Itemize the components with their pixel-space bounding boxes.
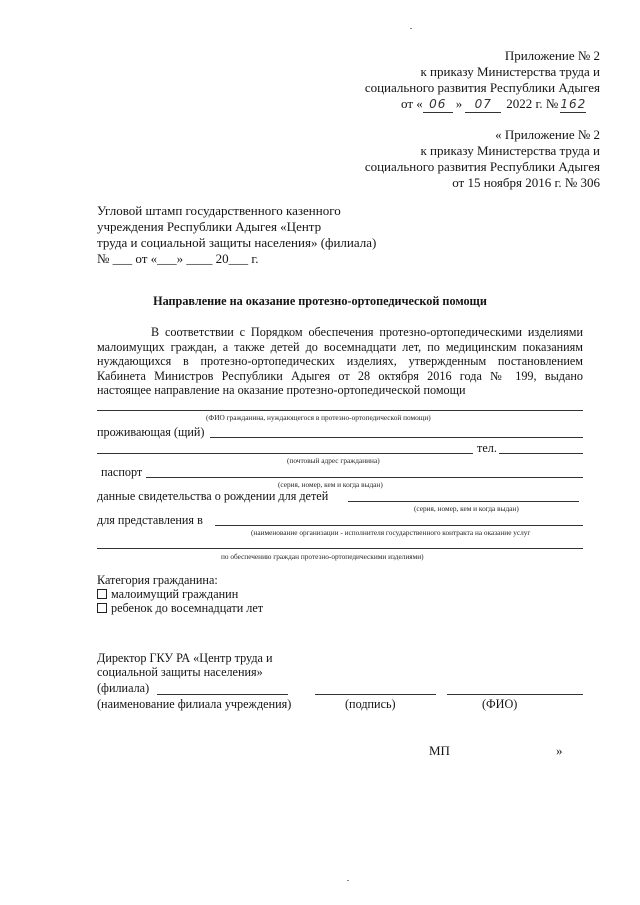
birth-cert-label: данные свидетельства о рождении для детей xyxy=(97,489,329,503)
fio-caption: (ФИО) xyxy=(482,697,518,711)
org-input-line[interactable] xyxy=(97,548,583,549)
address-input-line[interactable] xyxy=(97,453,473,454)
appendix-top-date-row xyxy=(401,96,586,113)
submit-label: для представления в xyxy=(97,513,203,527)
submit-input-line[interactable] xyxy=(215,525,583,526)
date-month-field xyxy=(465,96,501,113)
appendix-second-line3: социального развития Республики Адыгея xyxy=(364,159,600,174)
date-day-handwritten: 06 xyxy=(429,97,447,111)
body-line: малоимущих граждан, а также детей до восемнадцати лет, по медицинским показаниям xyxy=(97,339,583,354)
stamp-line3: труда и социальной защиты населения» (филиала) xyxy=(97,235,377,250)
appendix-second-line1: « Приложение № 2 xyxy=(495,127,600,142)
tel-label: тел. xyxy=(477,441,497,455)
date-mid: » xyxy=(455,96,463,111)
passport-label: паспорт xyxy=(101,465,143,479)
sign-input-line[interactable] xyxy=(315,694,436,695)
sign-caption: (подпись) xyxy=(345,697,396,711)
date-year: 2022 г. № xyxy=(506,96,559,111)
branch-input-line[interactable] xyxy=(157,694,288,695)
body-line: В соответствии с Порядком обеспечения протезно-ортопедическими изделиями xyxy=(151,325,583,339)
org-hint-line2: по обеспечению граждан протезно-ортопедическими изделиями) xyxy=(221,552,424,561)
appendix-top-line3: социального развития Республики Адыгея xyxy=(364,80,600,95)
passport-input-line[interactable] xyxy=(146,477,583,478)
stamp-line2: учреждения Республики Адыгея «Центр xyxy=(97,219,322,234)
stamp-line4: № ___ от «___» ____ 20___ г. xyxy=(97,251,259,266)
checkbox[interactable] xyxy=(97,589,107,599)
signature-line1: Директор ГКУ РА «Центр труда и xyxy=(97,651,273,665)
category-option[interactable] xyxy=(97,601,263,616)
scan-speck xyxy=(347,880,349,881)
scan-speck xyxy=(410,28,412,29)
org-hint-line1: (наименование организации - исполнителя государственного контракта на оказание услуг xyxy=(251,528,531,537)
body-line: нуждающихся в протезно-ортопедических изделиях, утвержденным постановлением xyxy=(97,354,583,368)
body-line: Кабинета Министров Республики Адыгея от 28 октября 2016 года № 199, выдано xyxy=(97,368,583,383)
mp-label: МП xyxy=(429,743,450,758)
body-paragraph xyxy=(97,325,583,398)
page-title: Направление на оказание протезно-ортопедической помощи xyxy=(153,294,487,308)
residing-input-line[interactable] xyxy=(210,437,583,438)
date-month-handwritten: 07 xyxy=(474,97,492,111)
signature-line3: (филиала) xyxy=(97,681,150,695)
passport-hint: (серия, номер, кем и когда выдан) xyxy=(278,480,383,489)
date-prefix: от « xyxy=(401,96,423,111)
stamp-line1: Угловой штамп государственного казенного xyxy=(97,203,341,218)
appendix-top-line2: к приказу Министерства труда и xyxy=(420,64,600,79)
residing-label: проживающая (щий) xyxy=(97,425,205,439)
fio-hint: (ФИО гражданина, нуждающегося в протезно-ортопедической помощи) xyxy=(206,413,431,422)
order-number-handwritten: 162 xyxy=(560,97,587,111)
category-label: Категория гражданина: xyxy=(97,573,218,587)
appendix-second-line2: к приказу Министерства труда и xyxy=(420,143,600,158)
branch-caption: (наименование филиала учреждения) xyxy=(97,697,292,711)
category-option-label: ребенок до восемнадцати лет xyxy=(111,601,264,615)
address-hint: (почтовый адрес гражданина) xyxy=(287,456,380,465)
signature-line2: социальной защиты населения» xyxy=(97,665,263,679)
fio-input-line[interactable] xyxy=(97,410,583,411)
fio-sign-input-line[interactable] xyxy=(447,694,583,695)
category-option[interactable] xyxy=(97,587,238,602)
order-number-field xyxy=(560,96,586,113)
tel-input-line[interactable] xyxy=(499,453,583,454)
appendix-second-line4: от 15 ноября 2016 г. № 306 xyxy=(452,175,600,190)
date-day-field xyxy=(423,96,453,113)
checkbox[interactable] xyxy=(97,603,107,613)
birth-cert-hint: (серия, номер, кем и когда выдан) xyxy=(414,504,519,513)
closing-quote: » xyxy=(556,743,563,758)
body-line: настоящее направление на оказание протезно-ортопедической помощи xyxy=(97,383,466,397)
appendix-top-line1: Приложение № 2 xyxy=(504,48,600,63)
category-option-label: малоимущий гражданин xyxy=(111,587,239,601)
birth-cert-input-line[interactable] xyxy=(348,501,579,502)
